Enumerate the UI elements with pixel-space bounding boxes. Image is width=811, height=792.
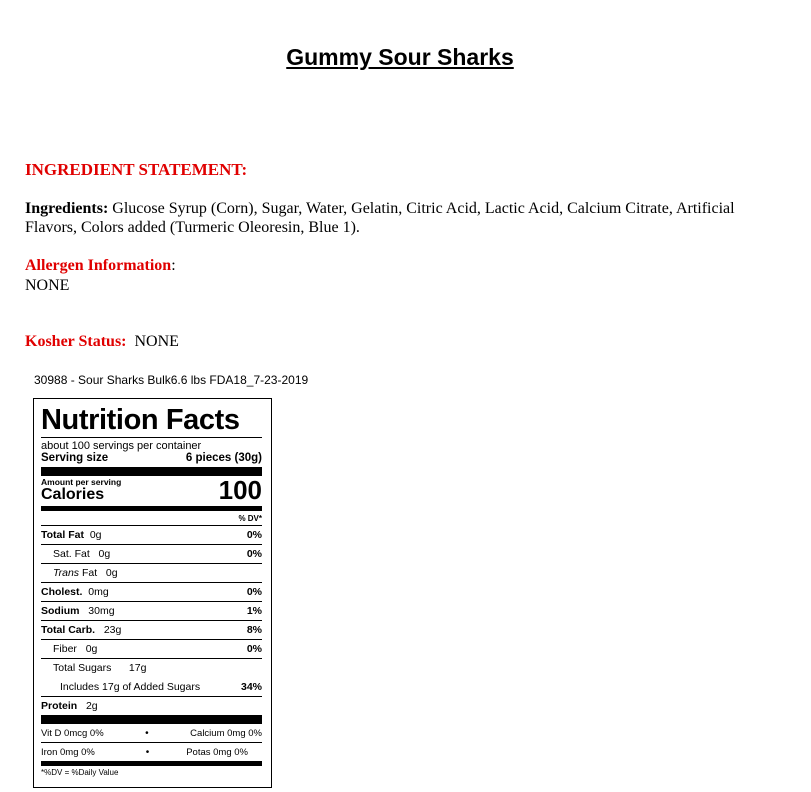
- nutrient-row-total-sugars: Total Sugars 17g: [41, 658, 262, 677]
- allergen-section: [25, 256, 176, 296]
- servings-per-container: about 100 servings per container: [41, 440, 202, 452]
- bullet-separator: •: [145, 727, 149, 739]
- vitamin-row: Iron 0mg 0% • Potas 0mg 0%: [41, 746, 248, 758]
- serving-size-value: 6 pieces (30g): [185, 452, 262, 464]
- nutrient-row-fiber: Fiber 0g 0%: [41, 639, 262, 658]
- daily-value-footnote: *%DV = %Daily Value: [41, 768, 119, 777]
- allergen-colon: :: [171, 257, 176, 274]
- nutrient-row-sodium: Sodium 30mg 1%: [41, 601, 262, 620]
- ingredients-paragraph: [25, 199, 785, 237]
- nutrient-row-protein: Protein 2g: [41, 696, 262, 715]
- nutrient-row-trans-fat: Trans Fat 0g: [41, 563, 262, 582]
- vitamin-row: Vit D 0mcg 0% • Calcium 0mg 0%: [41, 727, 262, 739]
- bullet-separator: •: [145, 746, 150, 758]
- document-title: Gummy Sour Sharks: [286, 44, 514, 70]
- nutrition-facts-panel: [33, 398, 272, 788]
- serving-size-label: Serving size: [41, 452, 109, 464]
- calories-value: 100: [218, 475, 262, 505]
- ingredients-label: Ingredients:: [25, 200, 109, 217]
- allergen-label: Allergen Information: [25, 257, 172, 274]
- kosher-value: NONE: [134, 333, 179, 350]
- nutrient-row-added-sugars: Includes 17g of Added Sugars 34%: [60, 680, 262, 693]
- kosher-label: Kosher Status:: [25, 333, 127, 350]
- amount-per-serving: Amount per serving: [41, 477, 122, 487]
- ingredient-statement-heading: INGREDIENT STATEMENT:: [25, 160, 248, 179]
- nutrient-row-total-fat: Total Fat 0g 0%: [41, 525, 262, 544]
- dv-header: % DV*: [238, 513, 262, 523]
- file-label: 30988 - Sour Sharks Bulk6.6 lbs FDA18_7-23-2019: [34, 373, 309, 387]
- calories-label: Calories: [41, 486, 105, 503]
- nutrient-row-total-carb: Total Carb. 23g 8%: [41, 620, 262, 639]
- nutrient-row-sat-fat: Sat. Fat 0g 0%: [41, 544, 262, 563]
- ingredients-text: Glucose Syrup (Corn), Sugar, Water, Gelatin, Citric Acid, Lactic Acid, Calcium Citrate, Artificial Flavors, Colors added (Turmeric Oleoresin, Blue 1).: [25, 200, 735, 236]
- nutrient-row-cholesterol: Cholest. 0mg 0%: [41, 582, 262, 601]
- kosher-section: [25, 333, 179, 351]
- allergen-value: NONE: [25, 277, 70, 294]
- nutrition-facts-title: Nutrition Facts: [41, 404, 240, 436]
